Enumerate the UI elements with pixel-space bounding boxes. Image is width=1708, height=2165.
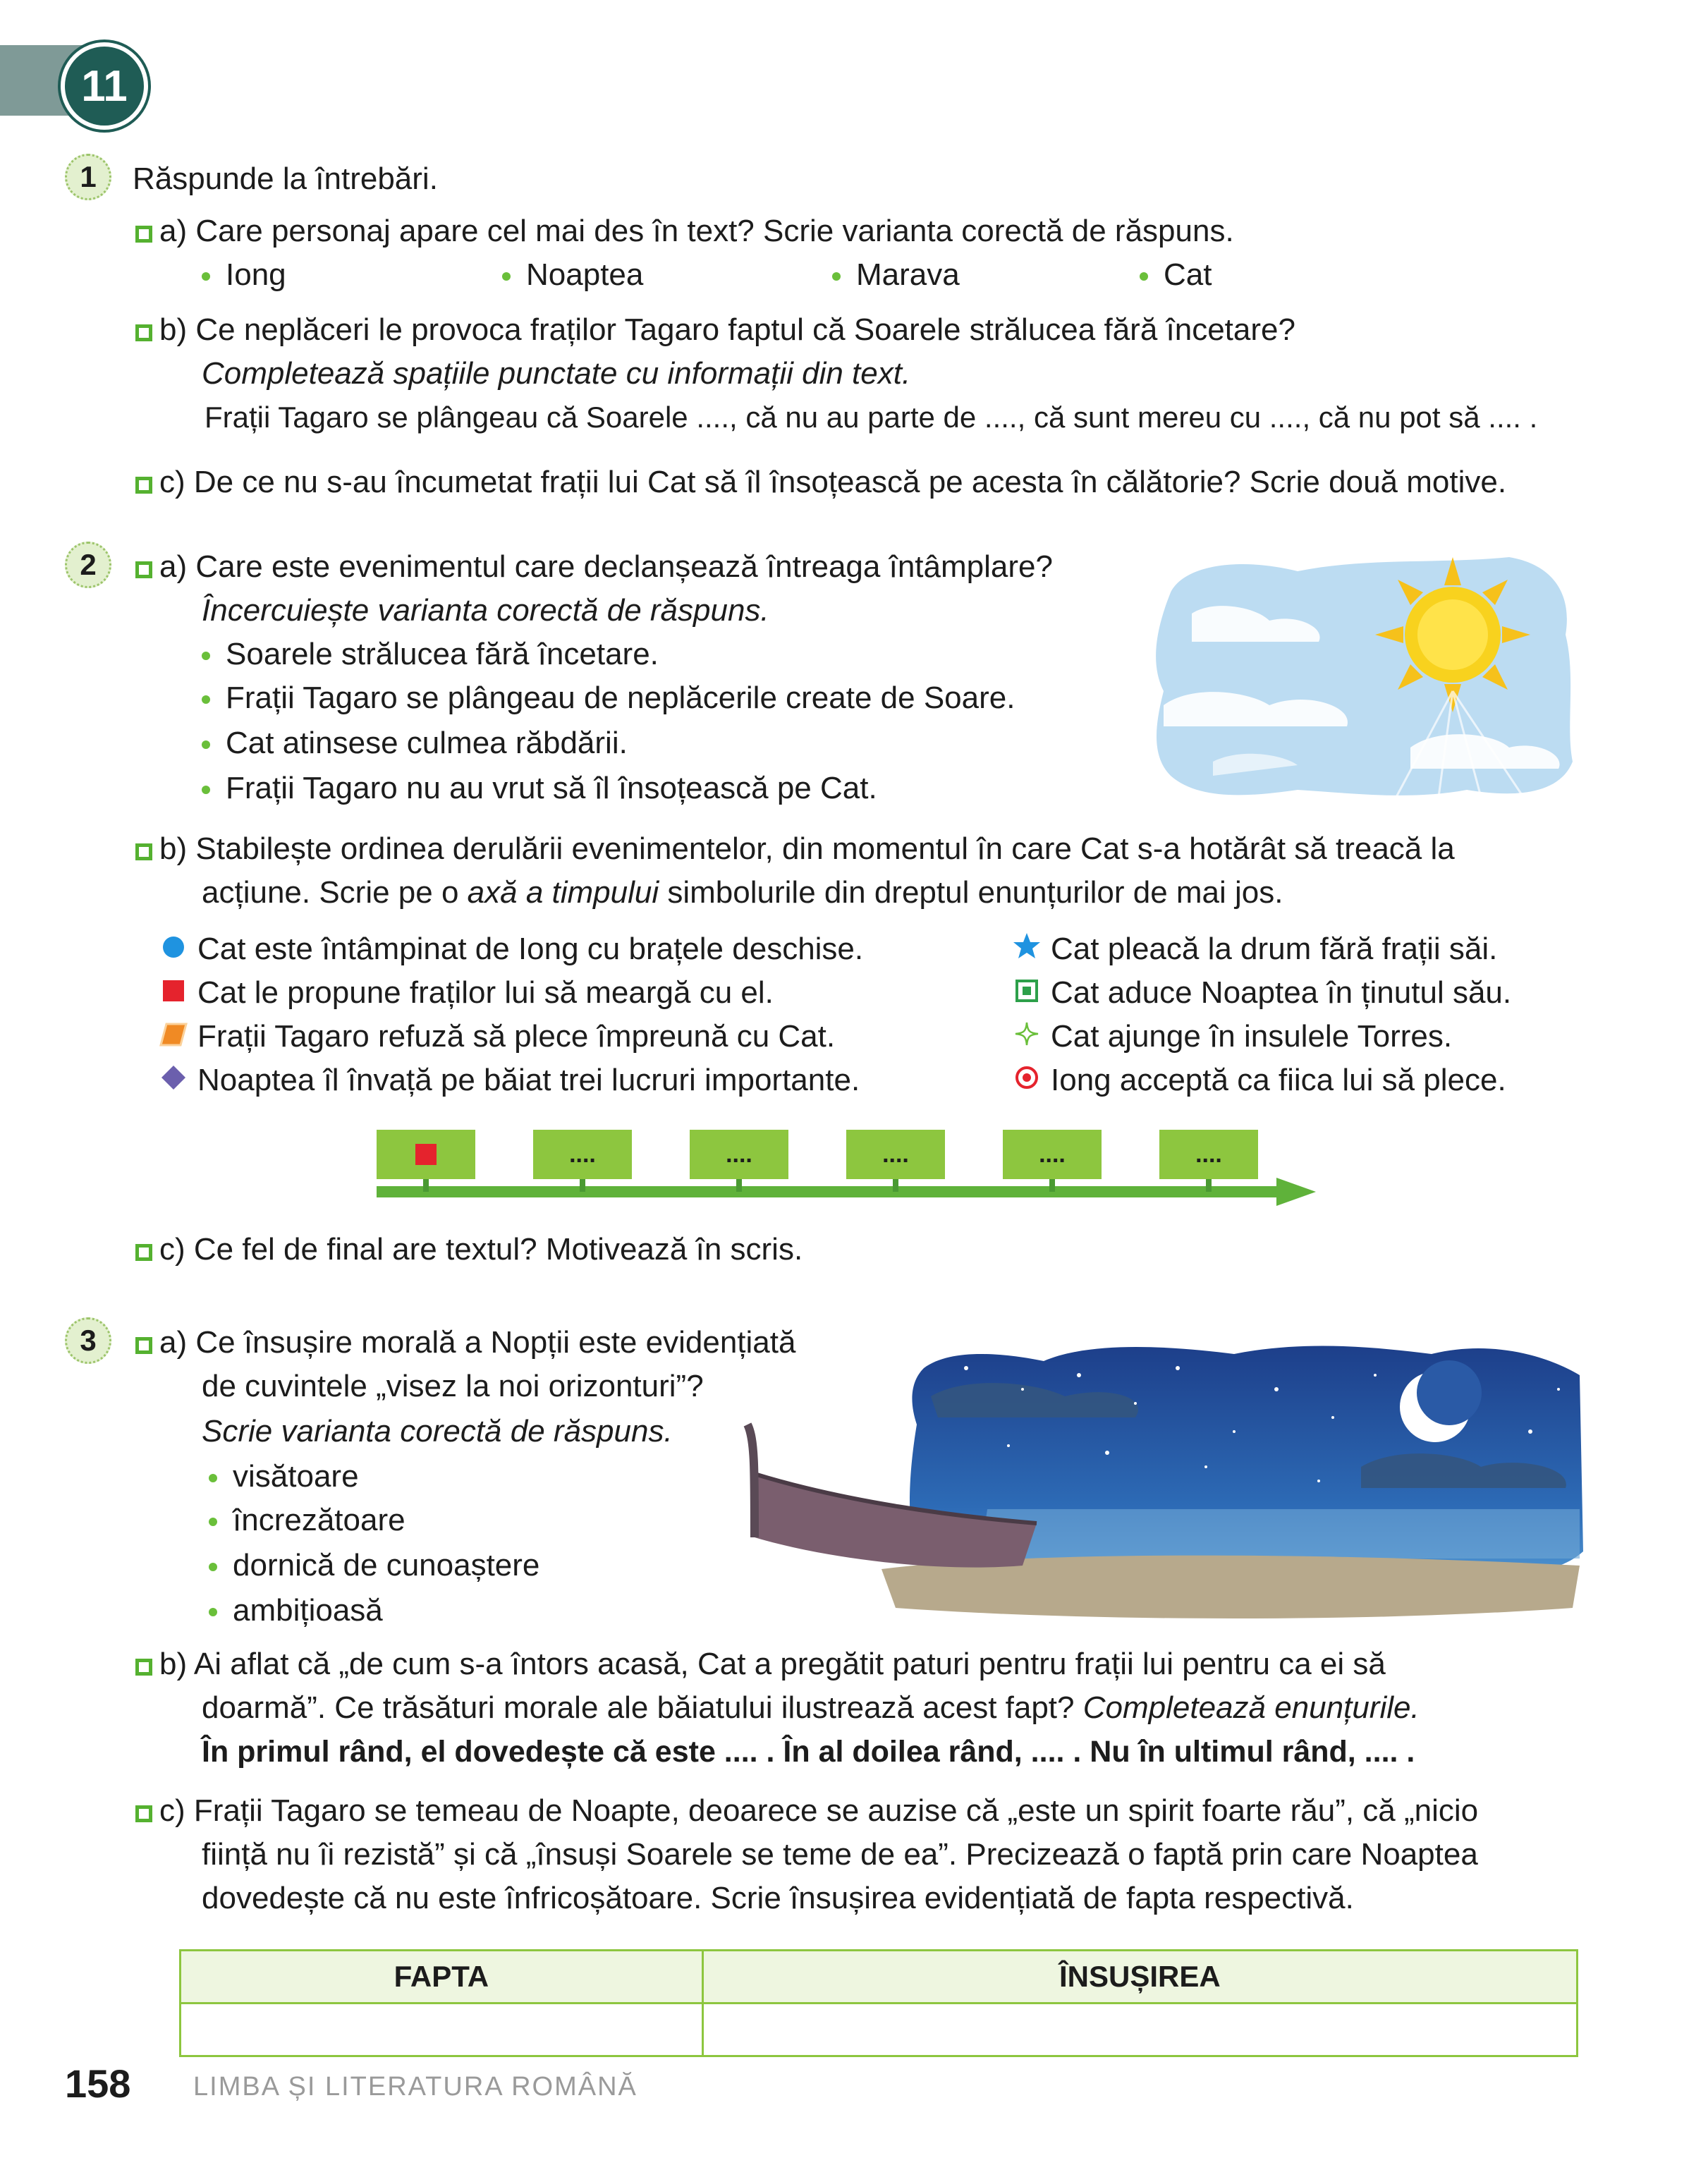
answer-cell-fapta[interactable]: [181, 2004, 703, 2056]
bullet-icon: [209, 1518, 217, 1526]
answer-cell-insusirea[interactable]: [702, 2004, 1577, 2056]
timeline-arrow-icon: [1276, 1178, 1319, 1206]
bullet-icon: [209, 1474, 217, 1482]
bullet-icon: [209, 1563, 217, 1571]
q1b-instruction: Completează spațiile punctate cu informații din text.: [202, 356, 911, 391]
table-header-fapta: FAPTA: [181, 1951, 703, 2004]
event-item: Frații Tagaro refuză să plece împreună cu Cat.: [159, 1017, 835, 1056]
timeline-tick: [893, 1179, 898, 1192]
bullet-icon: [202, 652, 210, 660]
timeline-axis: [377, 1186, 1286, 1197]
timeline-tick: [580, 1179, 585, 1192]
red-square-icon: [159, 973, 188, 1013]
q2a-text: a) Care este evenimentul care declanșează întreaga întâmplare?: [135, 547, 1053, 587]
checkbox-icon: [135, 1244, 152, 1261]
checkbox-icon: [135, 1805, 152, 1822]
q3b-line2: doarmă”. Ce trăsături morale ale băiatului ilustrează acest fapt? Completează enunțurile.: [202, 1690, 1420, 1725]
footer-subject: LIMBA ȘI LITERATURA ROMÂNĂ: [193, 2072, 638, 2102]
q3a-option: încrezătoare: [209, 1501, 405, 1540]
timeline-tick: [736, 1179, 742, 1192]
event-item: Cat le propune fraților lui să meargă cu el.: [159, 973, 774, 1013]
question-1-title: Răspunde la întrebări.: [133, 161, 438, 196]
orange-parallelogram-icon: [159, 1017, 188, 1056]
bullet-icon: [202, 740, 210, 749]
table-header-insusirea: ÎNSUȘIREA: [702, 1951, 1577, 2004]
red-square-icon: [415, 1144, 437, 1165]
blue-circle-icon: [159, 929, 188, 969]
green-sparkle-icon: [1013, 1017, 1041, 1056]
event-item: Cat ajunge în insulele Torres.: [1013, 1017, 1452, 1056]
q3c-line2: ființă nu îi rezistă” și că „însuși Soarele se teme de ea”. Precizează o faptă prin care Noaptea: [202, 1837, 1478, 1872]
timeline-slot[interactable]: [377, 1130, 475, 1179]
checkbox-icon: [135, 1337, 152, 1354]
night-boat-illustration: [740, 1326, 1587, 1622]
timeline-slot[interactable]: ....: [690, 1130, 788, 1179]
q1a-option: Iong: [202, 255, 286, 295]
timeline-tick: [423, 1179, 429, 1192]
q3a-line1: a) Ce însușire morală a Nopții este evidențiată: [135, 1323, 795, 1362]
event-item: Cat aduce Noaptea în ținutul său.: [1013, 973, 1511, 1013]
q3a-line2: de cuvintele „visez la noi orizonturi”?: [202, 1369, 704, 1403]
checkbox-icon: [135, 1659, 152, 1676]
checkbox-icon: [135, 561, 152, 578]
timeline-slot[interactable]: ....: [846, 1130, 945, 1179]
bullet-icon: [502, 272, 511, 281]
page-number: 158: [65, 2061, 131, 2106]
q1b-fill-sentence: Frații Tagaro se plângeau că Soarele ...., că nu au parte de ...., că sunt mereu cu ...., că nu pot să .... .: [205, 401, 1538, 434]
q3a-option: ambițioasă: [209, 1591, 383, 1630]
question-1-number: 1: [65, 154, 111, 200]
q1a-text: a) Care personaj apare cel mai des în text? Scrie varianta corectă de răspuns.: [135, 212, 1234, 251]
q3c-line3: dovedește că nu este înfricoșătoare. Scrie însușirea evidențiată de fapta respectivă.: [202, 1881, 1354, 1915]
checkbox-icon: [135, 477, 152, 494]
q3c-line1: c) Frații Tagaro se temeau de Noapte, deoarece se auzise că „este un spirit foarte rău”, că „nicio: [135, 1791, 1478, 1831]
q1a-option: Noaptea: [502, 255, 643, 295]
blue-star-icon: [1013, 929, 1041, 969]
bullet-icon: [202, 786, 210, 794]
q3b-line1: b) Ai aflat că „de cum s-a întors acasă, Cat a pregătit paturi pentru frații lui pentru ca ei să: [135, 1645, 1386, 1684]
event-item: Iong acceptă ca fiica lui să plece.: [1013, 1061, 1506, 1100]
bullet-icon: [832, 272, 841, 281]
bullet-icon: [209, 1608, 217, 1616]
q2a-option: Cat atinsese culmea răbdării.: [202, 724, 628, 763]
q2a-option: Frații Tagaro nu au vrut să îl însoțească pe Cat.: [202, 769, 877, 808]
q3a-option: visătoare: [209, 1457, 359, 1496]
q2b-line1: b) Stabilește ordinea derulării evenimentelor, din momentul în care Cat s-a hotărât să treacă la: [135, 829, 1455, 869]
purple-diamond-icon: [159, 1061, 188, 1100]
timeline-tick: [1049, 1179, 1055, 1192]
sun-sky-illustration: [1142, 550, 1580, 804]
q1b-text: b) Ce neplăceri le provoca fraților Tagaro faptul că Soarele strălucea fără încetare?: [135, 310, 1295, 350]
q2a-instruction: Încercuiește varianta corectă de răspuns.: [202, 593, 769, 628]
green-square-icon: [1013, 973, 1041, 1013]
q3a-option: dornică de cunoaștere: [209, 1546, 539, 1585]
q2a-option: Frații Tagaro se plângeau de neplăcerile create de Soare.: [202, 678, 1015, 718]
bullet-icon: [202, 695, 210, 704]
q1c-text: c) De ce nu s-au încumetat frații lui Cat să îl însoțească pe acesta în călătorie? Scrie două motive.: [135, 463, 1506, 502]
q2a-option: Soarele strălucea fără încetare.: [202, 635, 659, 674]
timeline-slot[interactable]: ....: [1159, 1130, 1258, 1179]
checkbox-icon: [135, 843, 152, 860]
q2b-line2: acțiune. Scrie pe o axă a timpului simbolurile din dreptul enunțurilor de mai jos.: [202, 875, 1283, 910]
q2c-text: c) Ce fel de final are textul? Motivează în scris.: [135, 1230, 803, 1269]
bullet-icon: [1140, 272, 1148, 281]
question-2-number: 2: [65, 542, 111, 588]
q1a-option: Marava: [832, 255, 960, 295]
red-target-icon: [1013, 1061, 1041, 1100]
timeline-tick: [1206, 1179, 1212, 1192]
q3a-instruction: Scrie varianta corectă de răspuns.: [202, 1414, 673, 1449]
event-item: Noaptea îl învață pe băiat trei lucruri importante.: [159, 1061, 860, 1100]
lesson-number: 11: [81, 61, 128, 111]
event-item: Cat este întâmpinat de Iong cu brațele deschise.: [159, 929, 863, 969]
bullet-icon: [202, 272, 210, 281]
q3b-fill-sentence: În primul rând, el dovedește că este .... . În al doilea rând, .... . Nu în ultimul rând, .... .: [202, 1735, 1415, 1769]
checkbox-icon: [135, 324, 152, 341]
answer-table: [179, 1949, 1578, 2057]
timeline-slot[interactable]: ....: [533, 1130, 632, 1179]
q1a-option: Cat: [1140, 255, 1212, 295]
lesson-number-badge: [61, 42, 148, 130]
timeline-slot[interactable]: ....: [1003, 1130, 1102, 1179]
checkbox-icon: [135, 226, 152, 243]
question-3-number: 3: [65, 1317, 111, 1364]
event-item: Cat pleacă la drum fără frații săi.: [1013, 929, 1497, 969]
